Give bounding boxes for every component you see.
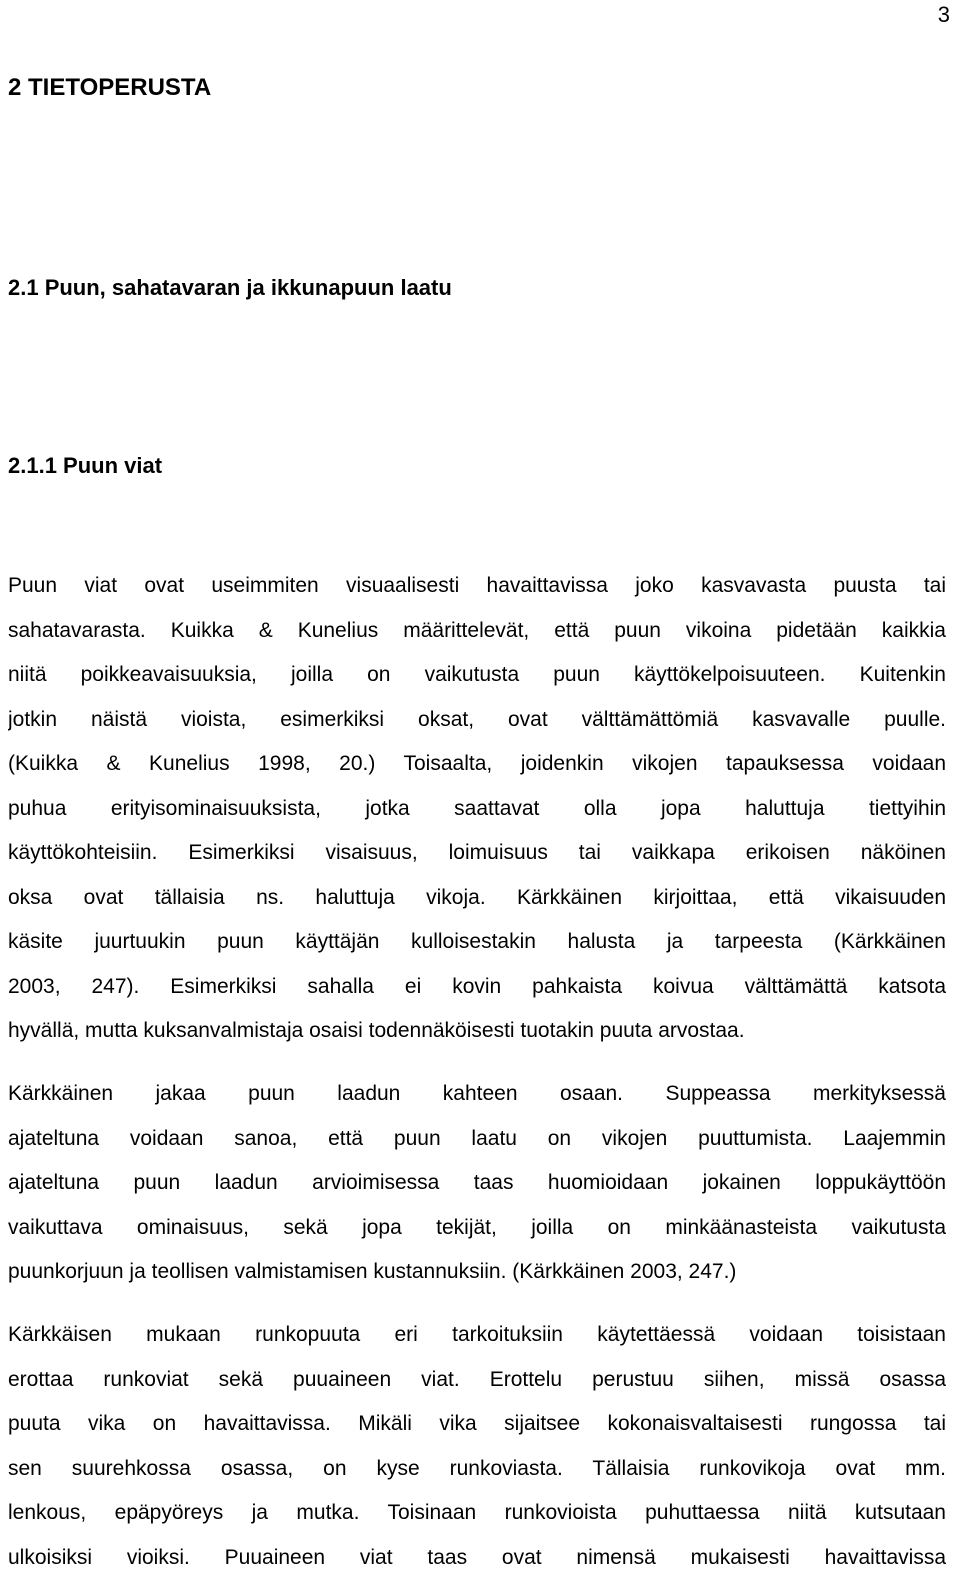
text-line: puunkorjuun ja teollisen valmistamisen kustannuksiin. (Kärkkäinen 2003, 247.) <box>8 1260 737 1283</box>
text-line: puuta vika on havaittavissa. Mikäli vika sijaitsee kokonaisvaltaisesti rungossa tai <box>8 1412 946 1435</box>
text-line: puhua erityisominaisuuksista, jotka saattavat olla jopa haluttuja tiettyihin <box>8 796 946 820</box>
text-line: käsite juurtuukin puun käyttäjän kulloisestakin halusta ja tarpeesta (Kärkkäinen <box>8 930 946 953</box>
text-line: Kärkkäisen mukaan runkopuuta eri tarkoituksiin käytettäessä voidaan toisistaan <box>8 1323 946 1346</box>
subsection-heading: 2.1.1 Puun viat <box>8 453 163 478</box>
text-line: erottaa runkoviat sekä puuaineen viat. Erottelu perustuu siihen, missä osassa <box>8 1367 946 1391</box>
text-line: 2003, 247). Esimerkiksi sahalla ei kovin pahkaista koivua välttämättä katsota <box>8 974 946 998</box>
text-line: Puun viat ovat useimmiten visuaalisesti havaittavissa joko kasvavasta puusta tai <box>8 574 946 597</box>
page-number: 3 <box>937 2 950 27</box>
text-line: (Kuikka & Kunelius 1998, 20.) Toisaalta, joidenkin vikojen tapauksessa voidaan <box>8 752 946 775</box>
paragraph-laadun-jako <box>8 1072 946 1295</box>
text-line: jotkin näistä vioista, esimerkiksi oksat, ovat välttämättömiä kasvavalle puulle. <box>8 707 946 731</box>
text-line: ajateltuna voidaan sanoa, että puun laatu on vikojen puuttumista. Laajemmin <box>8 1126 946 1150</box>
text-line: sahatavarasta. Kuikka & Kunelius määrittelevät, että puun vikoina pidetään kaikkia <box>8 618 946 642</box>
chapter-heading: 2 TIETOPERUSTA <box>8 74 212 101</box>
section-heading: 2.1 Puun, sahatavaran ja ikkunapuun laatu <box>8 275 452 300</box>
text-line: käyttökohteisiin. Esimerkiksi visaisuus, loimuisuus tai vaikkapa erikoisen näköinen <box>8 841 946 864</box>
paragraph-puun-viat <box>8 564 946 1054</box>
text-line: Kärkkäinen jakaa puun laadun kahteen osaan. Suppeassa merkityksessä <box>8 1082 946 1105</box>
text-line: hyvällä, mutta kuksanvalmistaja osaisi todennäköisesti tuotakin puuta arvostaa. <box>8 1019 745 1042</box>
text-line: ulkoisiksi vioiksi. Puuaineen viat taas ovat nimensä mukaisesti havaittavissa <box>8 1545 946 1569</box>
text-line: niitä poikkeavaisuuksia, joilla on vaikutusta puun käyttökelpoisuuteen. Kuitenkin <box>8 663 946 686</box>
text-line: ajateltuna puun laadun arvioimisessa taas huomioidaan jokainen loppukäyttöön <box>8 1171 946 1194</box>
text-line: oksa ovat tällaisia ns. haluttuja vikoja. Kärkkäinen kirjoittaa, että vikaisuuden <box>8 885 946 909</box>
text-line: vaikuttava ominaisuus, sekä jopa tekijät, joilla on minkäänasteista vaikutusta <box>8 1215 946 1239</box>
text-line: sen suurehkossa osassa, on kyse runkoviasta. Tällaisia runkovikoja ovat mm. <box>8 1456 946 1480</box>
paragraph-runkoviat <box>8 1313 946 1580</box>
text-line: lenkous, epäpyöreys ja mutka. Toisinaan runkovioista puhuttaessa niitä kutsutaan <box>8 1501 946 1524</box>
